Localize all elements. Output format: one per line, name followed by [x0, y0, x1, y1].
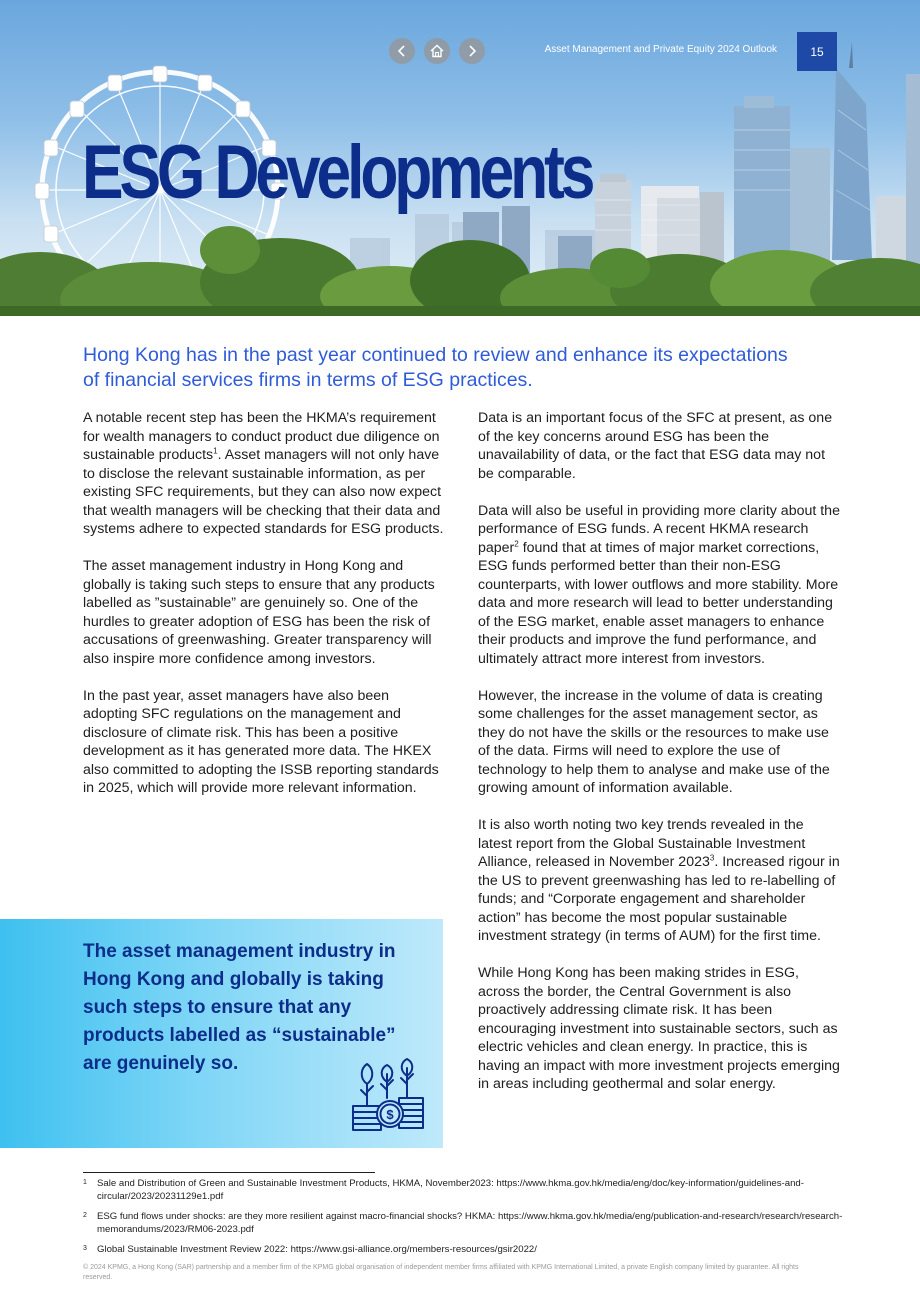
right-paragraph-2: [478, 502, 840, 669]
footnote-number: 1: [83, 1179, 87, 1186]
right-paragraph-2-text: Data will also be useful in providing more clarity about the performance of ESG funds. A recent HKMA research paper: [478, 502, 840, 556]
right-paragraph-4-text-cont: . Increased rigour in the US to prevent greenwashing has led to re-labelling of funds; and “Corporate engagement and shareholder action” has become the most popular sustainable investment strategy (in terms of AUM) for the first time.: [478, 854, 840, 944]
footnote-ref-3: 3: [709, 853, 715, 863]
copyright-notice: © 2024 KPMG, a Hong Kong (SAR) partnership and a member firm of the KPMG global organisation of independent member firms affiliated with KPMG International Limited, a private English company limited by guarantee. All rights reserved.: [83, 1264, 799, 1281]
left-paragraph-1-text: A notable recent step has been the HKMA’s requirement for wealth managers to conduct product due diligence on sustainable products: [83, 410, 440, 463]
page-title: ESG Developments: [82, 130, 592, 215]
home-icon: [429, 43, 445, 59]
page-number-badge: 15: [797, 32, 837, 71]
right-paragraph-4-text: It is also worth noting two key trends revealed in the latest report from the Global Sustainable Investment Alliance, released in November 2023: [478, 817, 806, 870]
next-page-button[interactable]: [459, 38, 485, 64]
sustainable-investment-icon: [347, 1058, 427, 1136]
footnote-text: Global Sustainable Investment Review 2022: https://www.gsi-alliance.org/members-resources/gsir2022/: [97, 1244, 537, 1255]
footnote-item: [83, 1244, 843, 1257]
left-paragraph-1-text-cont: . Asset managers will not only have to disclose the relevant sustainable information, as per existing SFC requirements, but they can also now expect that wealth managers will be checking that their data and systems adhere to expected standards for ESG products.: [83, 447, 444, 537]
chevron-right-icon: [465, 44, 479, 58]
left-paragraph-1: [83, 409, 445, 539]
lead-paragraph: Hong Kong has in the past year continued to review and enhance its expectations of financial services firms in terms of ESG practices.: [83, 344, 788, 391]
left-column: [83, 409, 445, 816]
footnote-text: ESG fund flows under shocks: are they more resilient against macro-financial shocks? HKMA: https://www.hkma.gov.hk/media/eng/publication-and-research/research/research-memorandums/2023/RM06-2023.pdf: [97, 1211, 843, 1235]
footnote-number: 2: [83, 1212, 87, 1219]
footnote-item: [83, 1211, 843, 1236]
footnote-ref-2: 2: [514, 538, 519, 548]
footnotes: [83, 1178, 843, 1265]
footnote-text: Sale and Distribution of Green and Sustainable Investment Products, HKMA, November2023: https://www.hkma.gov.hk/media/eng/doc/key-information/guidelines-and-circular/2023/20231129e1.pdf: [97, 1178, 804, 1202]
chevron-left-icon: [395, 44, 409, 58]
footnote-ref-1: 1: [213, 446, 218, 456]
right-paragraph-1: Data is an important focus of the SFC at present, as one of the key concerns around ESG has been the unavailability of data, or the fact that ESG data may not be comparable.: [478, 410, 833, 482]
home-button[interactable]: [424, 38, 450, 64]
pull-quote-text: The asset management industry in Hong Kong and globally is taking such steps to ensure that any products labelled as “sustainable” are genuinely so.: [83, 941, 396, 1074]
right-paragraph-5: While Hong Kong has been making strides in ESG, across the border, the Central Government is also proactively addressing climate risk. It has been encouraging investment into sustainable sectors, such as electric vehicles and clean energy. In practice, this is having an impact with more investment projects emerging in areas including geothermal and solar energy.: [478, 965, 840, 1092]
hero-banner: [0, 0, 920, 316]
footnote-number: 3: [83, 1245, 87, 1252]
right-column: [478, 409, 840, 1112]
previous-page-button[interactable]: [389, 38, 415, 64]
right-paragraph-4: [478, 816, 840, 946]
right-paragraph-3: However, the increase in the volume of data is creating some challenges for the asset management sector, as they do not have the skills or the resources to make use of the data. Firms will need to explore the use of technology to help them to analyse and make use of the growing amount of information available.: [478, 687, 830, 796]
footnote-item: [83, 1178, 843, 1203]
publication-title: Asset Management and Private Equity 2024 Outlook: [544, 44, 777, 55]
footnote-divider: [83, 1172, 375, 1173]
svg-text:$: $: [386, 1107, 394, 1122]
left-paragraph-3: In the past year, asset managers have also been adopting SFC regulations on the management and disclosure of climate risk. This has been a positive development as it has generated more data. The HKEX also committed to adopting the ISSB reporting standards in 2025, which will provide more relevant information.: [83, 687, 439, 796]
left-paragraph-2: The asset management industry in Hong Kong and globally is taking such steps to ensure that any products labelled as ”sustainable” are genuinely so. One of the hurdles to greater adoption of ESG has been the risk of accusations of greenwashing. Greater transparency will also inspire more confidence among investors.: [83, 558, 435, 667]
right-paragraph-2-text-cont: found that at times of major market corrections, ESG funds performed better than their non-ESG counterparts, with lower outflows and more stability. More data and more research will lead to better understanding of the ESG market, enable asset managers to enhance their products and improve the fund performance, and ultimately attract more interest from investors.: [478, 539, 839, 667]
